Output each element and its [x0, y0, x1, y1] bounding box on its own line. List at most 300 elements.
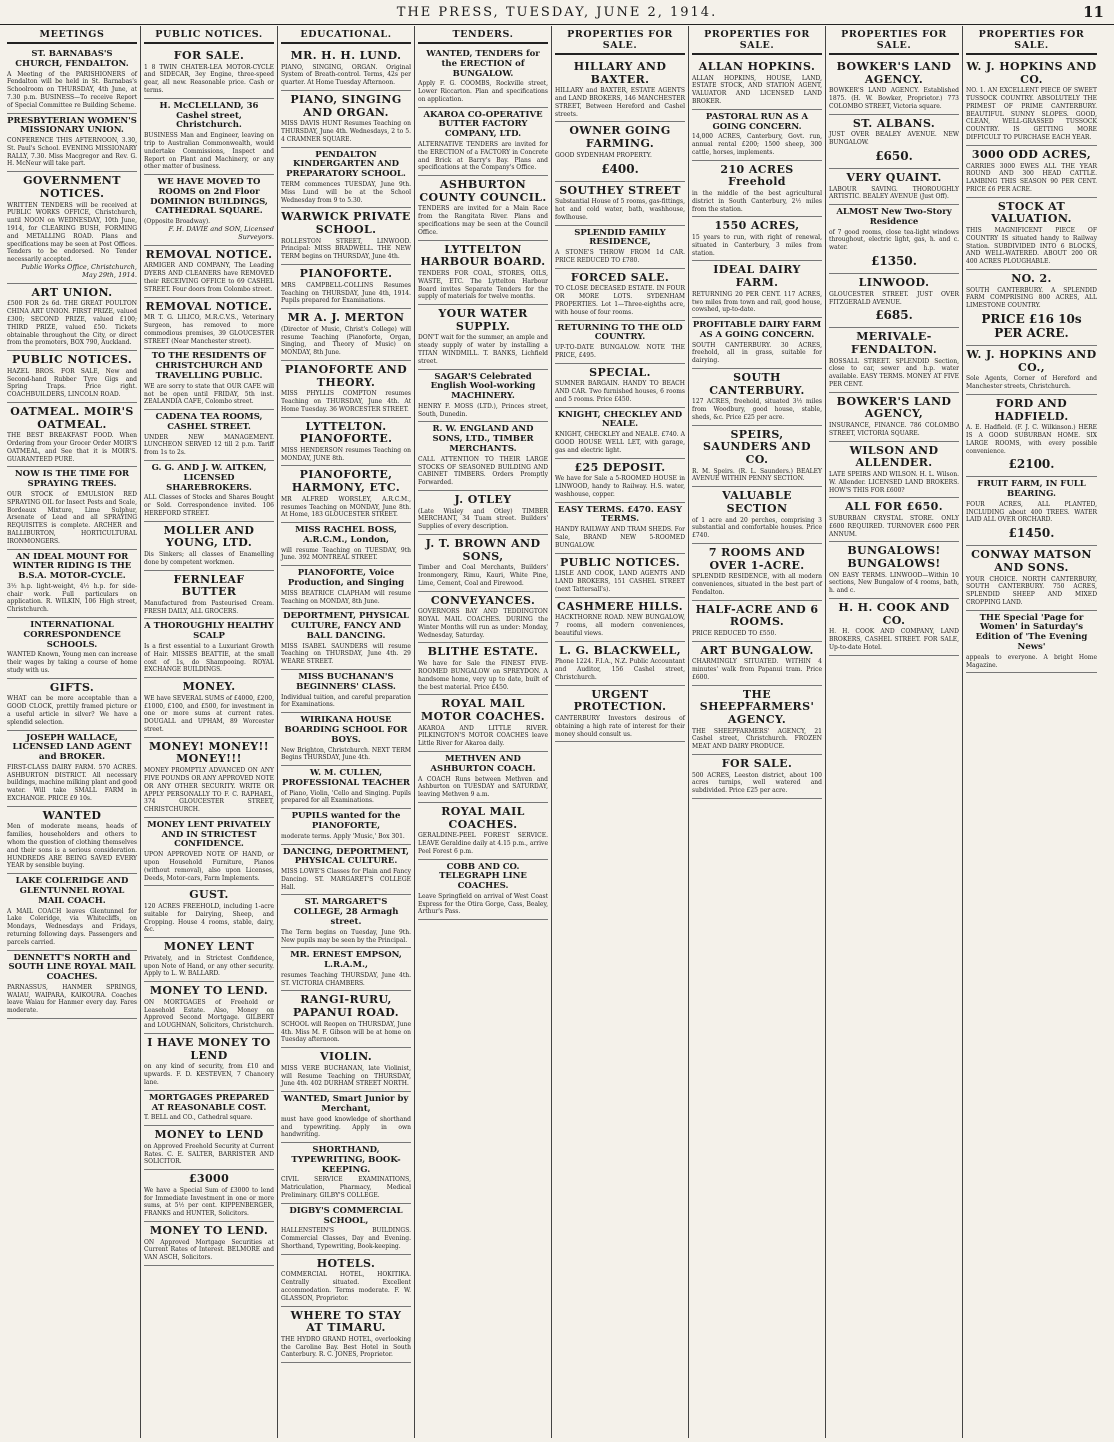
ad-body: Substantial House of 5 rooms, gas-fittings, hot and cold water, bath, washhouse, fowlhouse.: [555, 198, 685, 221]
ad-body: New Brighton, Christchurch. NEXT TERM Begins THURSDAY, June 4th.: [281, 746, 411, 762]
advertisement: [281, 148, 411, 209]
advertisement: [418, 592, 548, 644]
ad-headline: LINWOOD.: [858, 276, 930, 290]
advertisement: [281, 523, 411, 566]
ad-headline: PROFITABLE DAIRY FARM AS A GOING CONCERN.: [692, 320, 822, 340]
advertisement: [7, 47, 137, 114]
ad-headline: MONEY TO LEND.: [149, 1223, 269, 1237]
ad-headline: BLITHE ESTATE.: [427, 645, 539, 659]
ad-headline: HALF-ACRE AND 6 ROOMS.: [695, 602, 819, 629]
ad-body: YOUR CHOICE. NORTH CANTERBURY, SOUTH CANTERBURY. 750 ACRES, SPLENDID SHEEP AND MIXED CROPPING LAND.: [966, 575, 1097, 606]
advertisement: [7, 874, 137, 950]
advertisement: [144, 1126, 274, 1170]
ad-body: WRITTEN TENDERS will be received at PUBLIC WORKS OFFICE, Christchurch, until NOON on WEDNESDAY, 10th June, 1914, for CLEARING BUSH, FORMING and METALLING ROAD. Plans and specifications may be seen at Post Offices. Tenders to be endorsed. No Tender necessarily accepted.: [7, 201, 137, 264]
ad-body: SCHOOL will Reopen on THURSDAY, June 4th. Miss M. F. Gibson will be at home on Tuesday afternoon.: [281, 1020, 411, 1044]
ad-body: We have for Sale the FINEST FIVE-ROOMED BUNGALOW on SPREYDON. A handsome home, very up to date, built of the best material. Price £450.: [418, 660, 548, 691]
ad-body: CARRIES 3000 EWES ALL THE YEAR ROUND AND 300 HEAD CATTLE. LAMBING THIS SEASON 90 PER CENT. PRICE £6 PER ACRE.: [966, 162, 1097, 193]
column-6: [689, 26, 826, 1438]
advertisement: [144, 1034, 274, 1091]
ad-headline: BUNGALOWS! BUNGALOWS!: [847, 544, 941, 570]
ad-body: GOOD SYDENHAM PROPERTY.: [555, 151, 652, 159]
ad-body: HACKTHORNE ROAD. NEW BUNGALOW, 7 rooms, all modern conveniences, beautiful views.: [555, 614, 685, 637]
ad-headline: MONEY TO LEND.: [149, 984, 269, 998]
ad-body: BUSINESS Man and Engineer, leaving on trip to Australian Commonwealth, would undertake Commissions, Inspect and Report on Plant and Machinery, or any other matter of business.: [144, 132, 274, 171]
ad-headline: FORCED SALE.: [570, 270, 670, 284]
ad-headline: BOWKER'S LAND AGENCY.: [836, 60, 952, 86]
advertisement: [144, 298, 274, 350]
ad-body: WANTED Known, Young men can increase their wages by taking a course of home study with us.: [7, 651, 137, 674]
column-heading: PROPERTIES FOR SALE.: [966, 26, 1097, 55]
ad-body: GOVERNORS BAY AND TEDDINGTON ROYAL MAIL COACHES. DURING the Winter Months will run as under: Monday, Wednesday, Saturday.: [418, 608, 548, 639]
ad-body: MR ALFRED WORSLEY, A.R.C.M., resumes Teaching on MONDAY, June 8th. At Home, 183 GLOUCESTER STREET.: [281, 495, 411, 519]
advertisement: [7, 550, 137, 618]
ad-body: UNDER NEW MANAGEMENT. LUNCHEON SERVED 12 till 2 p.m. Tariff from 1s to 2s.: [144, 433, 274, 457]
ad-body: SOUTH CANTERBURY. 30 ACRES, freehold, all in grass, suitable for dairying.: [692, 341, 822, 365]
ad-headline: WANTED: [42, 808, 102, 822]
ad-body: HENRY F. MOSS (LTD.), Princes street, South, Dunedin.: [418, 402, 548, 418]
ad-body: (Opposite Broadway).: [144, 218, 211, 226]
ad-body: of 7 good rooms, close tea-light windows throughout, electric light, gas, h. and c. water.: [829, 228, 959, 252]
ad-headline: MONEY! MONEY!! MONEY!!!: [148, 739, 269, 766]
ad-headline: RANGI-RURU, PAPANUI ROAD.: [292, 993, 400, 1020]
ad-headline: ALLAN HOPKINS.: [698, 60, 816, 73]
ad-headline: ART BUNGALOW.: [700, 643, 814, 657]
advertisement: [144, 175, 274, 246]
ad-headline: YOUR WATER SUPPLY.: [438, 307, 528, 333]
ad-headline: MERIVALE-FENDALTON.: [850, 330, 938, 356]
advertisement: [144, 619, 274, 678]
advertisement: [829, 205, 959, 274]
ad-headline: PUBLIC NOTICES.: [559, 555, 681, 569]
ad-body: RETURNING 20 PER CENT. 117 ACRES, two miles from town and rail, good house, cowshed, up-to-date.: [692, 290, 822, 314]
column-1: [4, 26, 141, 1438]
column-heading: PROPERTIES FOR SALE.: [555, 26, 685, 55]
ad-body: LABOUR SAVING. THOROUGHLY ARTISTIC. BEALEY AVENUE (Just Off).: [829, 185, 959, 201]
ad-headline: SAGAR'S Celebrated English Wool-working MACHINERY.: [430, 371, 536, 402]
ad-headline: MONEY LENT PRIVATELY AND IN STRICTEST CONFIDENCE.: [147, 819, 271, 850]
advertisement: [418, 305, 548, 369]
ad-body: MR T. G. LILICO, M.R.C.V.S., Veterinary Surgeon, has removed to more commodious premises, 39 GLOUCESTER STREET (Near Manchester street).: [144, 314, 274, 345]
advertisement: [144, 678, 274, 738]
ad-body: We have for Sale a 5-ROOMED HOUSE in LINWOOD, handy to Railway. H.S. water, washhouse, copper.: [555, 475, 685, 498]
ad-body: CIVIL SERVICE EXAMINATIONS, Matriculation, Pharmacy, Medical Preliminary. GILBY'S COLLEGE.: [281, 1176, 411, 1199]
advertisement: [692, 58, 822, 110]
advertisement: [418, 643, 548, 695]
advertisement: [7, 807, 137, 874]
column-3: [278, 26, 415, 1438]
ad-headline: GOVERNMENT NOTICES.: [23, 174, 121, 200]
advertisement: [281, 1092, 411, 1143]
ad-headline: THE SHEEPFARMERS' AGENCY.: [699, 687, 815, 726]
advertisement: [418, 47, 548, 108]
advertisement: [829, 498, 959, 542]
ad-body: PIANO, SINGING, ORGAN. Original System of Breath-control. Terms, 42s per quarter. At Home Tuesday Afternoon.: [281, 63, 411, 87]
ad-headline: PIANOFORTE AND THEORY.: [284, 362, 408, 389]
ad-headline: CADENA TEA ROOMS, CASHEL STREET.: [155, 412, 263, 432]
ad-price: £685.: [875, 308, 913, 323]
advertisement: [829, 599, 959, 656]
advertisement: [692, 487, 822, 544]
ad-body: KNIGHT, CHECKLEY and NEALE. £740. A GOOD HOUSE WELL LET, with garage, gas and electric light.: [555, 431, 685, 454]
ad-body: Phone 1224. F.I.A., N.Z. Public Accountant and Auditor, 156 Cashel street, Christchurch.: [555, 658, 685, 681]
advertisement: [418, 241, 548, 305]
ad-headline: £3000: [188, 1172, 230, 1186]
ad-body: MISS VERE BUCHANAN, late Violinist, will Resume Teaching on THURSDAY, June 4th. 402 DURHAM STREET NORTH.: [281, 1064, 411, 1088]
ad-body: FOUR ACRES, ALL PLANTED, INCLUDING about 400 TREES. WATER LAID ALL OVER ORCHARD.: [966, 500, 1097, 524]
advertisement: [144, 938, 274, 982]
ad-body: ROSSALL STREET. SPLENDID Section, close to car, sewer and h.p. water available. EASY TERMS. MONEY AT FIVE PER CENT.: [829, 357, 959, 388]
ad-headline: G. G. AND J. W. AITKEN, LICENSED SHAREBROKERS.: [151, 463, 267, 493]
advertisement: [966, 58, 1097, 146]
advertisement: [7, 951, 137, 1019]
advertisement: [692, 755, 822, 799]
advertisement: [829, 542, 959, 599]
advertisement: [7, 114, 137, 173]
ad-body: £500 FOR 2s 6d. THE GREAT POULTON CHINA ART UNION. FIRST PRIZE, valued £300; SECOND PRIZE, valued £100; THIRD PRIZE, valued £50. Tickets obtainable throughout the City, or direct from the promoters, BOX 790, Auckland.: [7, 300, 137, 347]
advertisement: [966, 270, 1097, 346]
ad-headline: PASTORAL RUN AS A GOING CONCERN.: [705, 111, 809, 132]
advertisement: [966, 198, 1097, 270]
ad-headline: VERY QUAINT.: [846, 170, 942, 184]
advertisement: [281, 265, 411, 309]
ad-headline: NO. 2.: [1011, 271, 1052, 285]
ad-body: Privately, and in Strictest Confidence, upon Note of Hand, or any other security. Apply to L. W. BALLARD.: [144, 954, 274, 978]
ad-headline: MR A. J. MERTON: [287, 311, 405, 325]
ad-body: LATE SPEIRS AND WILSON. H. L. Wilson. W. Allender. LICENSED LAND BROKERS. HOW'S THIS FOR £600?: [829, 470, 959, 494]
ad-headline: WANTED, Smart Junior by Merchant,: [283, 1094, 409, 1114]
ad-headline: LYTTELTON. PIANOFORTE.: [299, 419, 393, 446]
ad-body: SUBURBAN CRYSTAL STORE. ONLY £600 REQUIRED. TURNOVER £600 PER ANNUM.: [829, 514, 959, 538]
ad-headline: J. T. BROWN AND SONS,: [425, 536, 541, 563]
advertisement: [281, 809, 411, 844]
advertisement: [555, 686, 685, 743]
advertisement: [7, 172, 137, 283]
advertisement: [692, 544, 822, 601]
ad-headline: £25 DEPOSIT.: [574, 460, 666, 474]
ad-body: PARNASSUS, HANMER SPRINGS, WAIAU, WAIPARA, KAIKOURA. Coaches leave Waiau for Hanmer every day. Fares moderate.: [7, 983, 137, 1015]
advertisement: [966, 546, 1097, 610]
ad-body: HAZEL BROS. FOR SALE, New and Second-hand Rubber Tyre Gigs and Spring Traps. Price right. COACHBUILDERS, LINCOLN ROAD.: [7, 367, 137, 399]
advertisement: [829, 393, 959, 442]
ad-headline: 7 ROOMS AND OVER 1-ACRE.: [708, 545, 806, 572]
ad-headline: REMOVAL NOTICE.: [145, 247, 273, 261]
advertisement: [281, 895, 411, 948]
ad-body: AKAROA AND LITTLE RIVER. PILKINGTON'S MOTOR COACHES leave Little River for Akaroa daily.: [418, 724, 548, 748]
advertisement: [829, 58, 959, 115]
ad-body: OUR STOCK of EMULSION RED SPRAYING OIL for Insect Pests and Scale, Bordeaux Mixture, Lime Sulphur, Arsenate of Lead and all SPRAYING REQUISITES is complete. ARCHER and BALLIBURTON, HORTICULTURAL IRONMONGERS.: [7, 490, 137, 545]
advertisement: [7, 284, 137, 351]
advertisement: [7, 467, 137, 549]
advertisement: [144, 99, 274, 175]
advertisement: [281, 309, 411, 361]
ad-footer: F. H. DAVIE and SON, Licensed Surveyors.: [168, 224, 274, 241]
ad-headline: ROYAL MAIL COACHES.: [441, 804, 525, 831]
advertisement: [281, 418, 411, 467]
ad-body: CHARMINGLY SITUATED. WITHIN 4 minutes' walk from Papanui tram. Price £600.: [692, 658, 822, 681]
ad-headline: CASHMERE HILLS.: [557, 599, 683, 613]
ad-headline: WHERE TO STAY AT TIMARU.: [290, 1308, 402, 1335]
advertisement: [281, 845, 411, 896]
ad-headline: AKAROA CO-OPERATIVE BUTTER FACTORY COMPANY, LTD.: [423, 109, 543, 140]
ad-headline: SPEIRS, SAUNDERS AND CO.: [703, 427, 811, 466]
advertisement: [692, 110, 822, 161]
column-heading: PUBLIC NOTICES.: [144, 26, 274, 44]
ad-headline: ST. MARGARET'S COLLEGE, 28 Armagh street.: [293, 897, 399, 927]
advertisement: [555, 364, 685, 408]
ad-headline: FOR SALE.: [721, 757, 793, 770]
ad-body: SUMNER BARGAIN. HANDY TO BEACH AND CAR. Two furnished houses, 6 rooms and 5 rooms. Price £450.: [555, 380, 685, 403]
ad-headline: EASY TERMS. £470. EASY TERMS.: [557, 504, 683, 525]
ad-headline: H. H. COOK AND CO.: [838, 601, 950, 627]
ad-body: HALLENSTEIN'S BUILDINGS. Commercial Classes, Day and Evening. Shorthand, Typewriting, Book-keeping.: [281, 1227, 411, 1250]
ad-body: ON EASY TERMS. LINWOOD—Within 10 sections, New Bungalow of 4 rooms, bath, h. and c.: [829, 571, 959, 595]
advertisement: [144, 1091, 274, 1126]
ad-headline: STOCK AT VALUATION.: [991, 199, 1072, 226]
column-heading: TENDERS.: [418, 26, 548, 44]
ad-headline: WE HAVE MOVED TO ROOMS on 2nd Floor DOMINION BUILDINGS, CATHEDRAL SQUARE.: [150, 177, 268, 217]
ad-body: UPON APPROVED NOTE OF HAND, or upon Household Furniture, Pianos (without removal), also upon Licenses, Deeds, Motor-cars, Farm Implements.: [144, 851, 274, 882]
ad-body: ROLLESTON STREET, LINWOOD. Principal: MISS BRADWELL. THE NEW TERM begins on THURSDAY, June 4th.: [281, 237, 411, 261]
ad-headline: MOLLER AND YOUNG, LTD.: [163, 523, 255, 550]
ad-body: H. H. COOK AND COMPANY, LAND BROKERS, CASHEL STREET. FOR SALE, Up-to-date Hotel.: [829, 628, 959, 651]
ad-headline: ART UNION.: [31, 285, 113, 299]
ad-headline: DEPORTMENT, PHYSICAL CULTURE, FANCY AND BALL DANCING.: [283, 611, 409, 641]
ad-headline: KNIGHT, CHECKLEY AND NEALE.: [557, 409, 683, 430]
ad-body: PRICE REDUCED TO £550.: [692, 629, 777, 637]
ad-body: GERALDINE-PEEL FOREST SERVICE. LEAVE Geraldine daily at 4.15 p.m., arrive Peel Forest 6 p.m.: [418, 832, 548, 855]
ad-headline: 210 ACRES Freehold: [720, 162, 794, 189]
ad-body: COMMERCIAL HOTEL, HOKITIKA. Centrally situated. Excellent accommodation. Terms moderate. F. W. GLASSON, Proprietor.: [281, 1271, 411, 1302]
ad-headline: GIFTS.: [49, 680, 95, 694]
ad-body: WE have SEVERAL SUMS of £4000, £200, £1000, £100, and £500, for investment in one or more sums at current rates. DOUGALL and UPHAM, 89 Worcester street.: [144, 694, 274, 734]
ad-headline: PENDALTON KINDERGARTEN AND PREPARATORY SCHOOL.: [286, 149, 406, 180]
ad-headline: DENNETT'S NORTH and SOUTH LINE ROYAL MAIL COACHES.: [8, 952, 136, 983]
ad-body: ALTERNATIVE TENDERS are invited for the ERECTION of a FACTORY in Concrete and Brick at Barry's Bay. Plans and specifications at the Company's Office.: [418, 140, 548, 172]
advertisement: [281, 208, 411, 265]
ad-body: Leave Springfield on arrival of West Coast Express for the Otira Gorge, Cass, Bealey, Arthur's Pass.: [418, 892, 548, 916]
ad-headline: W. J. HOPKINS AND CO.: [966, 60, 1097, 86]
ad-body: 1 8 TWIN CHATER-LEA MOTOR-CYCLE and SIDECAR, 3ey Engine, three-speed gear, all new. Reasonable price. Cash or terms.: [144, 63, 274, 95]
advertisement: [829, 274, 959, 328]
ad-body: (Late Wisley and Otley) TIMBER MERCHANT, 34 Tuam street. Builders' Supplies of every description.: [418, 507, 548, 531]
advertisement: [144, 982, 274, 1034]
ad-body: R. M. Speirs. (R. L. Saunders.) BEALEY AVENUE WITHIN PENNY SECTION.: [692, 467, 822, 483]
ad-price: PRICE £16 10s PER ACRE.: [981, 311, 1082, 340]
ad-body: TERM commences TUESDAY, June 9th. Miss Lund will be at the School Wednesday from 9 to 5.30.: [281, 181, 411, 204]
advertisement: [555, 182, 685, 226]
ad-body: UP-TO-DATE BUNGALOW. NOTE THE PRICE, £495.: [555, 344, 685, 359]
ad-body: TENDERS FOR COAL, STORES, OILS, WASTE, ETC. The Lyttelton Harbour Board invites Separate Tenders for the supply of materials for twelve months.: [418, 269, 548, 301]
ad-headline: JOSEPH WALLACE, LICENSED LAND AGENT and BROKER.: [12, 732, 132, 763]
advertisement: [7, 731, 137, 807]
ad-body: THIS MAGNIFICENT PIECE OF COUNTRY IS situated handy to Railway Station. SUBDIVIDED INTO 6 BLOCKS, AND WELL-WATERED. ABOUT 200 OR 400 ACRES PLOUGHABLE.: [966, 226, 1097, 266]
ad-body: We have a Special Sum of £3000 to lend for Immediate Investment in one or more sums, at 5½ per cent. KIPPENBERGER, FRANKS and HUNTER, Solicitors.: [144, 1186, 274, 1218]
ad-price: £650.: [875, 148, 913, 163]
newspaper-columns: [4, 26, 1110, 1438]
ad-body: MISS LOWE'S Classes for Plain and Fancy Dancing. ST. MARGARET'S COLLEGE Hall.: [281, 868, 411, 891]
ad-body: BOWKER'S LAND AGENCY. Established 1875. (H. W. Bowker, Proprietor.) 773 COLOMBO STREET, Victoria square.: [829, 87, 959, 110]
ad-headline: MISS RACHEL BOSS, A.R.C.M., London,: [295, 525, 397, 545]
ad-headline: INTERNATIONAL CORRESPONDENCE SCHOOLS.: [23, 620, 121, 650]
ad-headline: SPECIAL.: [589, 365, 651, 379]
advertisement: [418, 695, 548, 752]
ad-headline: REMOVAL NOTICE.: [145, 299, 273, 313]
ad-headline: HILLARY AND BAXTER.: [573, 60, 667, 86]
ad-body: MISS HENDERSON resumes Teaching on MONDAY, JUNE 8th.: [281, 446, 411, 462]
ad-body: The Term begins on Tuesday, June 9th. New pupils may be seen by the Principal.: [281, 928, 411, 944]
column-heading: PROPERTIES FOR SALE.: [829, 26, 959, 55]
ad-headline: DANCING, DEPORTMENT, PHYSICAL CULTURE.: [282, 846, 409, 867]
ad-headline: ROYAL MAIL MOTOR COACHES.: [421, 697, 545, 723]
column-5: [552, 26, 689, 1438]
ad-headline: DIGBY'S COMMERCIAL SCHOOL,: [289, 1205, 403, 1226]
ad-body: of 1 acre and 20 perches, comprising 3 substantial and comfortable houses. Price £740.: [692, 516, 822, 540]
ad-body: MISS DAVIS HUNT Resumes Teaching on THURSDAY, June 4th. Wednesdays, 2 to 5. 4 CRAMNER SQUARE.: [281, 120, 411, 143]
ad-body: moderate terms. Apply 'Music,' Box 301.: [281, 832, 405, 840]
ad-headline: 3000 ODD ACRES,: [971, 147, 1092, 161]
ad-headline: A THOROUGHLY HEALTHY SCALP: [144, 621, 274, 642]
ad-body: A. E. Hadfield. (F. J. C. Wilkinson.) HERE IS A GOOD SUBURBAN HOME. SIX LARGE ROOMS, with every possible convenience.: [966, 424, 1097, 455]
ad-body: FIRST-CLASS DAIRY FARM. 570 ACRES. ASHBURTON DISTRICT. All necessary buildings, machine milking plant and good water. Will take SMALL FARM in EXCHANGE. PRICE £9 10s.: [7, 763, 137, 803]
ad-body: 15 years to run, with right of renewal, situated in Canterbury, 3 miles from station.: [692, 234, 822, 257]
ad-body: SOUTH CANTERBURY. A SPLENDID FARM COMPRISING 800 ACRES, ALL LIMESTONE COUNTRY.: [966, 286, 1097, 310]
ad-headline: MONEY.: [182, 680, 236, 694]
advertisement: [281, 566, 411, 609]
ad-headline: FOR SALE.: [173, 49, 245, 62]
ad-headline: MORTGAGES PREPARED AT REASONABLE COST.: [149, 1092, 269, 1113]
ad-body: SPLENDID RESIDENCE, with all modern conveniences, situated in the best part of Fendalton.: [692, 573, 822, 596]
ad-headline: PIANOFORTE.: [299, 267, 393, 281]
ad-headline: ST. ALBANS.: [852, 116, 936, 130]
ad-price: £2100.: [1008, 457, 1055, 472]
ad-headline: MISS BUCHANAN'S BEGINNERS' CLASS.: [296, 672, 396, 692]
ad-footer: Public Works Office, Christchurch, May 29th, 1914.: [21, 262, 137, 279]
advertisement: [144, 738, 274, 818]
ad-body: Timber and Coal Merchants, Builders' Ironmongery, Rimu, Kauri, White Pine, Lime, Cement, Coal and Firewood.: [418, 564, 548, 587]
ad-body: Sole Agents, Corner of Hereford and Manchester streets, Christchurch.: [966, 375, 1097, 391]
advertisement: [144, 410, 274, 461]
advertisement: [281, 361, 411, 418]
advertisement: [966, 395, 1097, 477]
ad-body: 500 ACRES, Leeston district, about 100 acres turnips, well watered and subdivided. Price £25 per acre.: [692, 771, 822, 795]
advertisement: [281, 948, 411, 991]
ad-body: in the middle of the best agricultural district in South Canterbury, 2½ miles from the station.: [692, 190, 822, 213]
ad-headline: ASHBURTON COUNTY COUNCIL.: [419, 178, 547, 204]
ad-price: £1450.: [1008, 526, 1055, 541]
ad-headline: FORD AND HADFIELD.: [994, 396, 1069, 423]
ad-body: Men of moderate means, heads of families, householders and others to whom the question of clothing themselves and their sons is a serious consideration. HUNDREDS ARE BEING SAVED EVERY YEAR by sensible buying.: [7, 823, 137, 870]
advertisement: [281, 1204, 411, 1255]
ad-headline: H. McCLELLAND, 36 Cashel street, Christchurch.: [159, 100, 259, 131]
ad-price: £400.: [601, 161, 639, 176]
advertisement: [829, 328, 959, 392]
ad-body: A MAIL COACH leaves Glentunnel for Lake Coleridge, via Whitecliffs, on Mondays, Wednesdays and Fridays, returning following days. Passengers and parcels carried.: [7, 907, 137, 946]
advertisement: [692, 642, 822, 686]
advertisement: [555, 58, 685, 122]
ad-headline: RETURNING TO THE OLD COUNTRY.: [557, 322, 683, 343]
advertisement: [692, 161, 822, 218]
ad-body: Individual tuition, and careful preparation for Examinations.: [281, 693, 411, 709]
ad-headline: I HAVE MONEY TO LEND: [147, 1036, 271, 1062]
ad-body: TO CLOSE DECEASED ESTATE. IN FOUR OR MORE LOTS. SYDENHAM PROPERTIES. Lot 1—Three-eighths acre, with house of four rooms.: [555, 285, 685, 316]
ad-body: HILLARY and BAXTER, ESTATE AGENTS and LAND BROKERS, 146 MANCHESTER STREET, Between Hereford and Cashel streets.: [555, 87, 685, 118]
advertisement: [281, 991, 411, 1048]
advertisement: [418, 422, 548, 490]
advertisement: [692, 426, 822, 488]
ad-body: JUST OVER BEALEY AVENUE. NEW BUNGALOW.: [829, 131, 959, 147]
advertisement: [144, 47, 274, 99]
advertisement: [281, 609, 411, 670]
advertisement: [555, 321, 685, 364]
ad-headline: CONVEYANCES.: [430, 593, 536, 607]
ad-body: THE HYDRO GRAND HOTEL, overlooking the Caroline Bay. Best Hotel in South Canterbury. R. C. JONES, Proprietor.: [281, 1335, 411, 1359]
column-2: [141, 26, 278, 1438]
ad-body: CONFERENCE THIS AFTERNOON, 3.30, St. Paul's School. EVENING MISSIONARY RALLY, 7.30. Miss Macgregor and Rev. G. H. McNeur will take part.: [7, 137, 137, 168]
ad-body: WE are sorry to state that OUR CAFE will not be open until FRIDAY, 5th inst. ZEALANDIA CAFE, Colombo street.: [144, 382, 274, 406]
ad-headline: MONEY to LEND: [154, 1128, 264, 1142]
ad-headline: THE Special 'Page for Women' in Saturday's Edition of 'The Evening News': [975, 612, 1088, 653]
advertisement: [692, 369, 822, 426]
advertisement: [144, 1222, 274, 1266]
advertisement: [692, 318, 822, 369]
ad-body: MONEY PROMPTLY ADVANCED ON ANY FIVE POUNDS OR ANY APPROVED NOTE OR ANY OTHER SECURITY. WRITE OR APPLY PERSONALLY TO F. C. RAPHAEL, 374 GLOUCESTER STREET, CHRISTCHURCH.: [144, 767, 274, 814]
ad-headline: L. G. BLACKWELL,: [559, 643, 681, 657]
ad-body: INSURANCE, FINANCE. 786 COLOMBO STREET, VICTORIA SQUARE.: [829, 422, 959, 437]
advertisement: [829, 115, 959, 169]
ad-body: MISS ISABEL SAUNDERS will resume Teaching on THURSDAY, June 4th. 29 WEARE STREET.: [281, 642, 411, 666]
ad-body: appeals to everyone. A bright Home Magazine.: [966, 653, 1097, 669]
ad-body: CANTERBURY Investors desirous of obtaining a high rate of interest for their money should consult us.: [555, 714, 685, 738]
ad-body: TENDERS are invited for a Main Race from the Rangitata River. Plans and specifications may be seen at the Council Office.: [418, 205, 548, 236]
page-number: 11: [1083, 3, 1104, 21]
ad-headline: VALUABLE SECTION: [722, 489, 792, 515]
column-8: [963, 26, 1100, 1438]
ad-body: DON'T wait for the summer, an ample and steady supply of water by installing a TITAN WINDMILL. T. BANKS, Lichfield street.: [418, 334, 548, 365]
ad-body: A STONE'S THROW FROM 1d CAR. PRICE REDUCED TO £780.: [555, 249, 685, 264]
column-heading: PROPERTIES FOR SALE.: [692, 26, 822, 55]
ad-body: A Meeting of the PARISHIONERS of Fendalton will be held in St. Barnabas's Schoolroom on THURSDAY, 4th June, at 7.30 p.m. BUSINESS—To receive Report of Special Committee re Building Scheme.: [7, 70, 137, 109]
ad-headline: SOUTH CANTERBURY.: [709, 371, 805, 397]
advertisement: [144, 246, 274, 298]
ad-headline: LYTTELTON HARBOUR BOARD.: [420, 242, 546, 269]
advertisement: [281, 670, 411, 713]
advertisement: [144, 886, 274, 938]
advertisement: [418, 752, 548, 803]
advertisement: [692, 601, 822, 642]
ad-headline: SHORTHAND, TYPEWRITING, BOOK-KEEPING.: [291, 1145, 401, 1175]
advertisement: [829, 169, 959, 205]
ad-headline: MR. H. H. LUND.: [290, 49, 402, 62]
ad-headline: IDEAL DAIRY FARM.: [713, 263, 801, 290]
ad-headline: AN IDEAL MOUNT FOR WINTER RIDING IS THE B.S.A. MOTOR-CYCLE.: [12, 551, 132, 582]
advertisement: [418, 491, 548, 535]
column-4: [415, 26, 552, 1438]
ad-headline: R. W. ENGLAND AND SONS, LTD., TIMBER MERCHANTS.: [432, 424, 534, 454]
advertisement: [418, 108, 548, 176]
ad-body: ON Approved Mortgage Securities at Current Rates of Interest. BELMORE and VAN ASCH, Solicitors.: [144, 1238, 274, 1262]
ad-headline: COBB AND CO. TELEGRAPH LINE COACHES.: [439, 861, 527, 892]
advertisement: [418, 860, 548, 921]
ad-headline: OWNER GOING FARMING.: [569, 124, 671, 151]
advertisement: [829, 442, 959, 499]
ad-body: Is a first essential to a Luxuriant Growth of Hair. MISSES BEATTIE, at the small cost of 1s, do Shampooing. ROYAL EXCHANGE BUILDINGS.: [144, 643, 274, 674]
advertisement: [692, 261, 822, 318]
ad-body: of Piano, Violin, 'Cello and Singing. Pupils prepared for all Examinations.: [281, 789, 411, 805]
ad-body: 120 ACRES FREEHOLD, including 1-acre suitable for Dairying, Sheep, and Cropping. House 4 rooms, stable, dairy, &c.: [144, 903, 274, 934]
ad-body: CALL ATTENTION TO THEIR LARGE STOCKS OF SEASONED BUILDING AND CABINET TIMBERS. Orders Promptly Forwarded.: [418, 455, 548, 487]
ad-body: Dis Sinkers; all classes of Enamelling done by competent workmen.: [144, 551, 274, 566]
ad-headline: GUST.: [189, 888, 229, 902]
